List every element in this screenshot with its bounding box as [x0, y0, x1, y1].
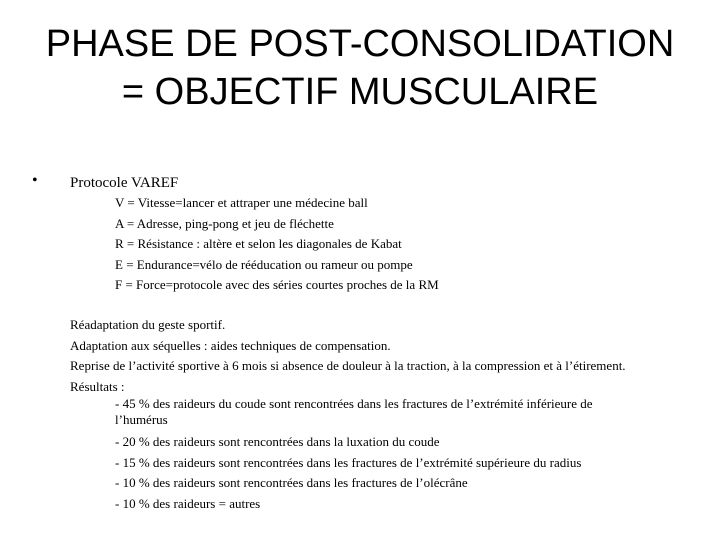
section-heading: Protocole VAREF [70, 175, 179, 191]
bullet-icon: • [32, 172, 38, 189]
result-item: - 10 % des raideurs sont rencontrées dans les fractures de l’olécrâne [115, 475, 468, 490]
protocol-item-e: E = Endurance=vélo de rééducation ou rameur ou pompe [115, 256, 413, 272]
note-reprise: Reprise de l’activité sportive à 6 mois si absence de douleur à la traction, à la compression et à l’étirement. [70, 358, 626, 373]
slide-title [0, 20, 720, 116]
result-item: - 20 % des raideurs sont rencontrées dans la luxation du coude [115, 434, 440, 449]
protocol-item-a: A = Adresse, ping-pong et jeu de fléchette [115, 215, 334, 231]
result-item: - 15 % des raideurs sont rencontrées dans les fractures de l’extrémité supérieure du radius [115, 454, 582, 470]
note-resultats: Résultats : [70, 378, 125, 394]
note-adaptation: Adaptation aux séquelles : aides techniques de compensation. [70, 337, 391, 353]
title-line-1: PHASE DE POST-CONSOLIDATION [45, 23, 675, 65]
result-item: - 10 % des raideurs = autres [115, 495, 261, 511]
protocol-list [115, 193, 439, 296]
notes-list [70, 315, 690, 397]
note-readaptation: Réadaptation du geste sportif. [70, 317, 226, 332]
protocol-item-f: F = Force=protocole avec des séries courtes proches de la RM [115, 277, 439, 292]
protocol-item-r: R = Résistance : altère et selon les diagonales de Kabat [115, 236, 402, 251]
result-item: - 45 % des raideurs du coude sont rencontrées dans les fractures de l’extrémité inférieure de l’humérus [115, 396, 593, 427]
protocol-item-v: V = Vitesse=lancer et attraper une médecine ball [115, 195, 368, 210]
results-list [115, 395, 645, 514]
title-line-2: = OBJECTIF MUSCULAIRE [121, 71, 599, 113]
